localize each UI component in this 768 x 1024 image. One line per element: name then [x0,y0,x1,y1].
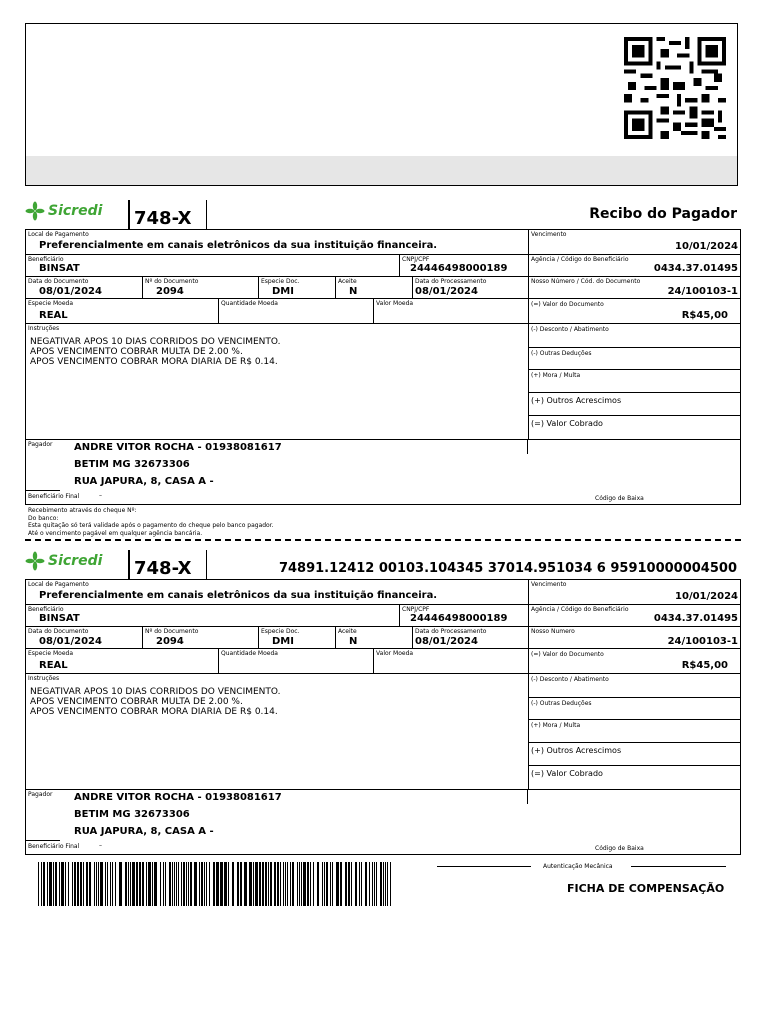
barcode-bar [72,862,73,906]
barcode-bar [237,862,239,906]
valor-documento-cell: (=) Valor do Documento R$45,00 [529,649,741,674]
barcode-bar [253,862,254,906]
barcode-bar [299,862,300,906]
barcode-bar [383,862,384,906]
barcode-bar [322,862,323,906]
especie-doc-cell: Especie Doc. DMI [259,277,336,299]
barcode-bar [216,862,219,906]
barcode-bar [105,862,106,906]
barcode-bar [61,862,64,906]
sicredi-logo [25,201,102,221]
outras-deducoes-cell: (-) Outras Deduções [529,698,741,720]
barcode-bar [136,862,138,906]
sicredi-logo-text: Sicredi [48,553,103,569]
barcode-bar [96,862,97,906]
beneficiario-final-value: – [99,492,102,499]
pagador-name: ANDRE VITOR ROCHA - 01938081617 [74,792,282,803]
divider [206,200,207,229]
barcode-bar [376,862,377,906]
barcode-bar [265,862,267,906]
cut-line [25,539,741,541]
barcode-bar [49,862,52,906]
barcode-bar [348,862,350,906]
barcode-bar [330,862,331,906]
beneficiario-final-value: – [99,842,102,849]
barcode-bar [310,862,311,906]
underline [26,490,60,491]
instrucoes-text: NEGATIVAR APOS 10 DIAS CORRIDOS DO VENCIMENTO. APOS VENCIMENTO COBRAR MULTA DE 2.00 %. APOS VENCIMENTO COBRAR MORA DIARIA DE R$ 0.14. [30,687,281,717]
data-documento-value: 08/01/2024 [39,286,102,297]
barcode-bar [220,862,223,906]
barcode-bar [255,862,258,906]
agencia-value: 0434.37.01495 [653,613,738,624]
especie-doc-value: DMI [272,286,294,297]
barcode-bar [280,862,281,906]
barcode-bar [374,862,375,906]
barcode-bar [213,862,215,906]
barcode-bar [249,862,252,906]
barcode-bar [176,862,177,906]
barcode-bar [268,862,269,906]
valor-documento-value: R$45,00 [681,660,728,671]
barcode-bar [146,862,147,906]
especie-doc-cell: Especie Doc. DMI [259,627,336,649]
desconto-cell: (-) Desconto / Abatimento [529,324,741,348]
instrucoes-text: NEGATIVAR APOS 10 DIAS CORRIDOS DO VENCIMENTO. APOS VENCIMENTO COBRAR MULTA DE 2.00 %. APOS VENCIMENTO COBRAR MORA DIARIA DE R$ 0.14. [30,337,281,367]
barcode-bar [142,862,144,906]
linha-digitavel: 74891.12412 00103.104345 37014.951034 6 95910000004500 [278,561,737,576]
barcode-bar [287,862,288,906]
data-documento-cell: Data do Documento 08/01/2024 [26,627,143,649]
barcode-bar [244,862,247,906]
especie-doc-value: DMI [272,636,294,647]
divider [206,550,207,579]
barcode-bar [89,862,91,906]
barcode-bar [115,862,116,906]
pagador-address: RUA JAPURA, 8, CASA A - [74,476,214,487]
beneficiario-final-label: Beneficiário Final [28,843,80,850]
barcode-bar [165,862,166,906]
codigo-baixa-label: Código de Baixa [595,495,644,502]
barcode-bar [86,862,88,906]
beneficiario-cell: Beneficiário BINSAT [26,255,400,277]
barcode-bar [240,862,242,906]
barcode-bar [390,862,391,906]
sicredi-logo-icon [25,551,45,571]
outras-deducoes-cell: (-) Outras Deduções [529,348,741,370]
barcode-bar [297,862,298,906]
vencimento-value: 10/01/2024 [675,241,738,252]
barcode-bar [290,862,291,906]
barcode-bar [365,862,367,906]
sicredi-logo-icon [25,201,45,221]
beneficiario-final-label: Beneficiário Final [28,493,80,500]
barcode-bar [336,862,339,906]
barcode-bar [380,862,382,906]
barcode-bar [53,862,54,906]
data-documento-cell: Data do Documento 08/01/2024 [26,277,143,299]
divider [128,200,130,229]
barcode-bar [277,862,279,906]
local-pagamento-value: Preferencialmente em canais eletrônicos da sua instituição financeira. [39,590,438,601]
barcode-bar [139,862,141,906]
barcode-bar [307,862,309,906]
underline [26,840,60,841]
barcode-bar [43,862,45,906]
cheque-notes: Recebimento através do cheque Nº: Do banco: Esta quitação só terá validade após o pagamento do cheque pelo banco pagador. Até o vencimento pagável em qualquer agência bancária. [28,507,274,537]
barcode-bar [107,862,108,906]
barcode-bar [283,862,284,906]
vencimento-value: 10/01/2024 [675,591,738,602]
cnpj-cell: CNPJ/CPF 24446498000189 [400,605,529,627]
barcode-bar [100,862,103,906]
data-processamento-value: 08/01/2024 [415,286,478,297]
barcode-bar [47,862,48,906]
barcode-bar [94,862,95,906]
barcode-bar [209,862,210,906]
barcode-bar [355,862,357,906]
barcode-bar [65,862,66,906]
data-processamento-value: 08/01/2024 [415,636,478,647]
beneficiario-value: BINSAT [39,613,80,624]
cnpj-value: 24446498000189 [410,613,508,624]
barcode-bar [228,862,229,906]
quantidade-moeda-cell: Quantidade Moeda [219,649,374,674]
barcode-bar [38,862,39,906]
barcode-bar [186,862,187,906]
barcode-bar [387,862,388,906]
barcode-bar [345,862,347,906]
barcode-bar [262,862,264,906]
barcode-bar [174,862,175,906]
num-documento-cell: Nº do Documento 2094 [143,277,259,299]
sicredi-logo [25,551,102,571]
data-processamento-cell: Data do Processamento 08/01/2024 [413,277,529,299]
nosso-numero-value: 24/100103-1 [667,286,738,297]
barcode-bar [303,862,306,906]
barcode-bar [359,862,360,906]
ficha-label: FICHA DE COMPENSAÇÃO [567,882,725,895]
pagador-cell: Pagador ANDRE VITOR ROCHA - 01938081617 BETIM MG 32673306 RUA JAPURA, 8, CASA A - Beneficiário Final – Código de Baixa [28,441,644,502]
agencia-cell: Agência / Código do Beneficiário 0434.37.01495 [529,255,741,277]
quantidade-moeda-cell: Quantidade Moeda [219,299,374,324]
pagador-city: BETIM MG 32673306 [74,809,190,820]
vencimento-cell: Vencimento 10/01/2024 [529,580,741,605]
especie-moeda-cell: Especie Moeda REAL [26,649,219,674]
vencimento-cell: Vencimento 10/01/2024 [529,230,741,255]
barcode-bar [361,862,362,906]
desconto-cell: (-) Desconto / Abatimento [529,674,741,698]
top-gray-bar [26,156,737,185]
barcode-bar [132,862,135,906]
cnpj-value: 24446498000189 [410,263,508,274]
barcode-bar [128,862,129,906]
cnpj-cell: CNPJ/CPF 24446498000189 [400,255,529,277]
valor-cobrado-cell: (=) Valor Cobrado [529,766,741,790]
especie-moeda-value: REAL [39,310,68,321]
barcode-bar [178,862,179,906]
barcode-bar [183,862,185,906]
barcode-bar [152,862,153,906]
barcode-bar [154,862,157,906]
valor-documento-value: R$45,00 [681,310,728,321]
top-box [25,23,738,186]
barcode-bar [201,862,203,906]
barcode-bar [199,862,200,906]
barcode-bar [324,862,325,906]
barcode-bar [340,862,342,906]
barcode-bar [119,862,122,906]
barcode-bar [110,862,111,906]
barcode-bar [285,862,286,906]
barcode-bar [59,862,60,906]
bank-code: 748-X [134,558,192,579]
beneficiario-value: BINSAT [39,263,80,274]
valor-documento-cell: (=) Valor do Documento R$45,00 [529,299,741,324]
codigo-baixa-label: Código de Baixa [595,845,644,852]
agencia-cell: Agência / Código do Beneficiário 0434.37.01495 [529,605,741,627]
aceite-value: N [349,636,358,647]
barcode [38,862,394,906]
autenticacao-label: Autenticação Mecânica [543,863,613,870]
barcode-bar [326,862,328,906]
aceite-cell: Aceite N [336,627,413,649]
valor-moeda-cell: Valor Moeda [374,649,529,674]
valor-cobrado-cell: (=) Valor Cobrado [529,416,741,440]
local-pagamento-value: Preferencialmente em canais eletrônicos da sua instituição financeira. [39,240,438,251]
barcode-bar [68,862,69,906]
outros-acrescimos-cell: (+) Outros Acrescimos [529,393,741,416]
barcode-bar [232,862,234,906]
barcode-bar [172,862,173,906]
local-pagamento-cell: Local de Pagamento Preferencialmente em canais eletrônicos da sua instituição financeira. [26,230,529,255]
qr-code [622,37,728,139]
instrucoes-cell: Instruções NEGATIVAR APOS 10 DIAS CORRIDOS DO VENCIMENTO. APOS VENCIMENTO COBRAR MULTA DE 2.00 %. APOS VENCIMENTO COBRAR MORA DIARIA DE R$ 0.14. [26,324,529,440]
especie-moeda-cell: Especie Moeda REAL [26,299,219,324]
bank-code: 748-X [134,208,192,229]
receipt-grid [25,229,741,505]
valor-moeda-cell: Valor Moeda [374,299,529,324]
instrucoes-cell: Instruções NEGATIVAR APOS 10 DIAS CORRIDOS DO VENCIMENTO. APOS VENCIMENTO COBRAR MULTA DE 2.00 %. APOS VENCIMENTO COBRAR MORA DIARIA DE R$ 0.14. [26,674,529,790]
barcode-bar [351,862,352,906]
aceite-cell: Aceite N [336,277,413,299]
barcode-bar [181,862,182,906]
agencia-value: 0434.37.01495 [653,263,738,274]
barcode-bar [385,862,386,906]
barcode-bar [274,862,276,906]
beneficiario-cell: Beneficiário BINSAT [26,605,400,627]
mora-multa-cell: (+) Mora / Multa [529,370,741,393]
barcode-bar [317,862,319,906]
barcode-bar [259,862,261,906]
num-documento-cell: Nº do Documento 2094 [143,627,259,649]
barcode-bar [270,862,272,906]
barcode-bar [77,862,79,906]
outros-acrescimos-cell: (+) Outros Acrescimos [529,743,741,766]
barcode-bar [332,862,333,906]
barcode-bar [74,862,76,906]
nosso-numero-cell: Nosso Número / Cód. do Documento 24/100103-1 [529,277,741,299]
data-documento-value: 08/01/2024 [39,636,102,647]
local-pagamento-cell: Local de Pagamento Preferencialmente em canais eletrônicos da sua instituição financeira. [26,580,529,605]
divider [527,789,528,804]
pagador-address: RUA JAPURA, 8, CASA A - [74,826,214,837]
barcode-bar [188,862,189,906]
barcode-bar [369,862,370,906]
barcode-bar [313,862,314,906]
autenticacao-line-right [631,866,726,867]
data-processamento-cell: Data do Processamento 08/01/2024 [413,627,529,649]
barcode-bar [224,862,227,906]
aceite-value: N [349,286,358,297]
barcode-bar [292,862,294,906]
divider [527,439,528,454]
barcode-bar [130,862,131,906]
barcode-bar [372,862,373,906]
barcode-bar [125,862,127,906]
barcode-bar [80,862,82,906]
barcode-bar [83,862,84,906]
barcode-bar [98,862,99,906]
barcode-bar [112,862,113,906]
ficha-grid [25,579,741,855]
barcode-bar [204,862,205,906]
autenticacao-line-left [437,866,531,867]
pagador-city: BETIM MG 32673306 [74,459,190,470]
especie-moeda-value: REAL [39,660,68,671]
barcode-bar [163,862,164,906]
barcode-bar [41,862,42,906]
receipt-title: Recibo do Pagador [589,206,737,222]
num-documento-value: 2094 [156,636,184,647]
nosso-numero-cell: Nosso Numero 24/100103-1 [529,627,741,649]
barcode-bar [148,862,151,906]
barcode-bar [169,862,171,906]
barcode-bar [301,862,302,906]
barcode-bar [194,862,197,906]
sicredi-logo-text: Sicredi [48,203,103,219]
pagador-name: ANDRE VITOR ROCHA - 01938081617 [74,442,282,453]
barcode-bar [190,862,192,906]
num-documento-value: 2094 [156,286,184,297]
pagador-cell: Pagador ANDRE VITOR ROCHA - 01938081617 BETIM MG 32673306 RUA JAPURA, 8, CASA A - Beneficiário Final – Código de Baixa [28,791,644,852]
divider [128,550,130,579]
barcode-bar [206,862,207,906]
mora-multa-cell: (+) Mora / Multa [529,720,741,743]
nosso-numero-value: 24/100103-1 [667,636,738,647]
barcode-bar [160,862,161,906]
barcode-bar [55,862,57,906]
